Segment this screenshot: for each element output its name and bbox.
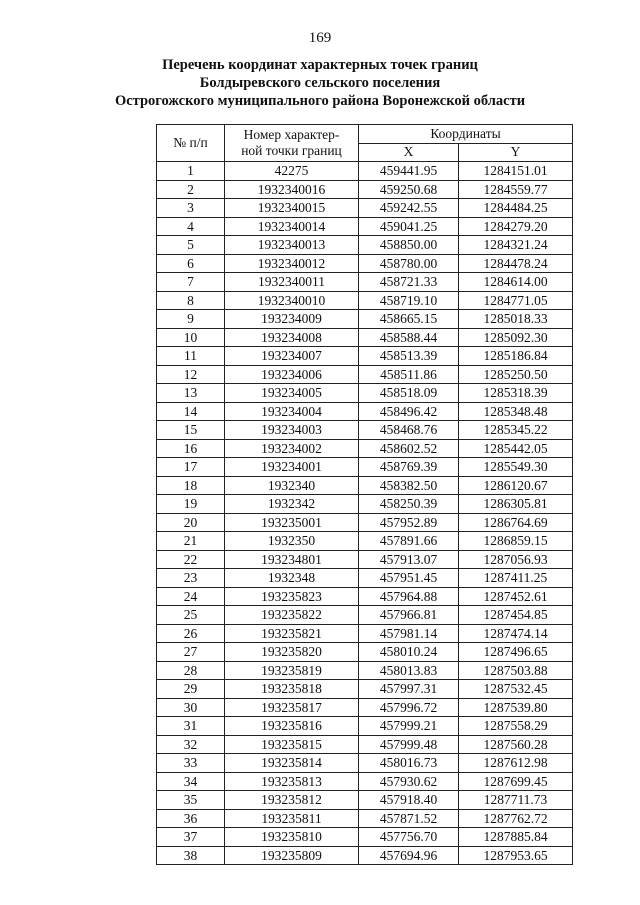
cell-point-id: 1932340011 — [225, 273, 359, 292]
cell-num: 30 — [157, 698, 225, 717]
cell-num: 20 — [157, 513, 225, 532]
cell-point-id: 42275 — [225, 162, 359, 181]
cell-y: 1287454.85 — [459, 606, 573, 625]
cell-y: 1284559.77 — [459, 180, 573, 199]
cell-x: 457918.40 — [359, 791, 459, 810]
cell-point-id: 193234005 — [225, 384, 359, 403]
document-title — [0, 56, 640, 110]
cell-y: 1287953.65 — [459, 846, 573, 865]
cell-num: 27 — [157, 643, 225, 662]
cell-x: 457930.62 — [359, 772, 459, 791]
cell-x: 457871.52 — [359, 809, 459, 828]
table-row — [157, 476, 573, 495]
table-row — [157, 273, 573, 292]
table-row — [157, 180, 573, 199]
cell-point-id: 193235811 — [225, 809, 359, 828]
cell-num: 36 — [157, 809, 225, 828]
cell-x: 459441.95 — [359, 162, 459, 181]
cell-x: 458518.09 — [359, 384, 459, 403]
cell-x: 458719.10 — [359, 291, 459, 310]
table-row — [157, 791, 573, 810]
cell-y: 1287612.98 — [459, 754, 573, 773]
table-row — [157, 495, 573, 514]
cell-num: 31 — [157, 717, 225, 736]
table-row — [157, 809, 573, 828]
cell-y: 1284279.20 — [459, 217, 573, 236]
cell-y: 1284484.25 — [459, 199, 573, 218]
title-line-3: Острогожского муниципального района Воронежской области — [114, 93, 526, 109]
table-row — [157, 643, 573, 662]
table-row — [157, 384, 573, 403]
cell-y: 1287885.84 — [459, 828, 573, 847]
table-row — [157, 421, 573, 440]
cell-point-id: 193234004 — [225, 402, 359, 421]
table-row — [157, 532, 573, 551]
cell-num: 6 — [157, 254, 225, 273]
table-row — [157, 698, 573, 717]
cell-y: 1287452.61 — [459, 587, 573, 606]
cell-y: 1287762.72 — [459, 809, 573, 828]
table-row — [157, 347, 573, 366]
cell-point-id: 193234007 — [225, 347, 359, 366]
cell-x: 458850.00 — [359, 236, 459, 255]
cell-x: 457951.45 — [359, 569, 459, 588]
cell-x: 459242.55 — [359, 199, 459, 218]
cell-y: 1285186.84 — [459, 347, 573, 366]
cell-y: 1287503.88 — [459, 661, 573, 680]
cell-point-id: 193235822 — [225, 606, 359, 625]
cell-num: 25 — [157, 606, 225, 625]
header-x: X — [359, 143, 459, 162]
cell-num: 4 — [157, 217, 225, 236]
cell-point-id: 1932340016 — [225, 180, 359, 199]
table-row — [157, 291, 573, 310]
cell-num: 1 — [157, 162, 225, 181]
cell-x: 457891.66 — [359, 532, 459, 551]
title-line-1: Перечень координат характерных точек границ — [162, 57, 478, 73]
cell-point-id: 1932350 — [225, 532, 359, 551]
table-row — [157, 162, 573, 181]
cell-y: 1285442.05 — [459, 439, 573, 458]
cell-x: 458588.44 — [359, 328, 459, 347]
cell-num: 2 — [157, 180, 225, 199]
header-point — [225, 125, 359, 162]
cell-y: 1286305.81 — [459, 495, 573, 514]
cell-num: 38 — [157, 846, 225, 865]
cell-x: 457756.70 — [359, 828, 459, 847]
cell-x: 458250.39 — [359, 495, 459, 514]
cell-y: 1284614.00 — [459, 273, 573, 292]
header-y: Y — [459, 143, 573, 162]
cell-num: 8 — [157, 291, 225, 310]
cell-point-id: 193234006 — [225, 365, 359, 384]
table-row — [157, 328, 573, 347]
cell-num: 14 — [157, 402, 225, 421]
cell-point-id: 193234001 — [225, 458, 359, 477]
cell-y: 1286120.67 — [459, 476, 573, 495]
table-row — [157, 365, 573, 384]
cell-y: 1285549.30 — [459, 458, 573, 477]
cell-num: 37 — [157, 828, 225, 847]
table-row — [157, 846, 573, 865]
cell-num: 22 — [157, 550, 225, 569]
cell-x: 457999.21 — [359, 717, 459, 736]
cell-point-id: 193234009 — [225, 310, 359, 329]
cell-y: 1285345.22 — [459, 421, 573, 440]
cell-x: 457996.72 — [359, 698, 459, 717]
cell-y: 1286859.15 — [459, 532, 573, 551]
cell-x: 458013.83 — [359, 661, 459, 680]
cell-y: 1284321.24 — [459, 236, 573, 255]
cell-point-id: 193235810 — [225, 828, 359, 847]
cell-num: 33 — [157, 754, 225, 773]
table-row — [157, 735, 573, 754]
cell-point-id: 193235812 — [225, 791, 359, 810]
cell-point-id: 193234003 — [225, 421, 359, 440]
cell-y: 1284151.01 — [459, 162, 573, 181]
cell-num: 18 — [157, 476, 225, 495]
cell-point-id: 193235809 — [225, 846, 359, 865]
cell-num: 13 — [157, 384, 225, 403]
table-row — [157, 199, 573, 218]
cell-point-id: 193235821 — [225, 624, 359, 643]
cell-num: 9 — [157, 310, 225, 329]
cell-num: 21 — [157, 532, 225, 551]
cell-x: 458468.76 — [359, 421, 459, 440]
cell-num: 23 — [157, 569, 225, 588]
cell-num: 11 — [157, 347, 225, 366]
table-row — [157, 680, 573, 699]
table-row — [157, 458, 573, 477]
cell-y: 1285018.33 — [459, 310, 573, 329]
cell-point-id: 193235814 — [225, 754, 359, 773]
cell-point-id: 1932340013 — [225, 236, 359, 255]
cell-point-id: 193235816 — [225, 717, 359, 736]
header-point-line2: ной точки границ — [241, 143, 342, 158]
table-row — [157, 236, 573, 255]
cell-x: 458010.24 — [359, 643, 459, 662]
cell-point-id: 193234008 — [225, 328, 359, 347]
cell-point-id: 1932340010 — [225, 291, 359, 310]
cell-point-id: 1932342 — [225, 495, 359, 514]
cell-y: 1287411.25 — [459, 569, 573, 588]
cell-num: 28 — [157, 661, 225, 680]
table-row — [157, 310, 573, 329]
table-header — [157, 125, 573, 162]
cell-point-id: 193235813 — [225, 772, 359, 791]
cell-x: 457913.07 — [359, 550, 459, 569]
cell-point-id: 193235820 — [225, 643, 359, 662]
cell-y: 1287539.80 — [459, 698, 573, 717]
cell-y: 1286764.69 — [459, 513, 573, 532]
cell-point-id: 193235818 — [225, 680, 359, 699]
table-row — [157, 828, 573, 847]
cell-y: 1287711.73 — [459, 791, 573, 810]
table-row — [157, 569, 573, 588]
cell-x: 458602.52 — [359, 439, 459, 458]
cell-x: 458511.86 — [359, 365, 459, 384]
cell-y: 1287560.28 — [459, 735, 573, 754]
cell-num: 5 — [157, 236, 225, 255]
cell-num: 29 — [157, 680, 225, 699]
page-number: 169 — [308, 30, 332, 46]
cell-x: 457981.14 — [359, 624, 459, 643]
cell-x: 457694.96 — [359, 846, 459, 865]
cell-x: 459041.25 — [359, 217, 459, 236]
table-body — [157, 162, 573, 865]
cell-y: 1287558.29 — [459, 717, 573, 736]
cell-num: 26 — [157, 624, 225, 643]
cell-point-id: 1932340012 — [225, 254, 359, 273]
cell-y: 1285348.48 — [459, 402, 573, 421]
cell-x: 457964.88 — [359, 587, 459, 606]
table-row — [157, 772, 573, 791]
cell-num: 32 — [157, 735, 225, 754]
cell-num: 19 — [157, 495, 225, 514]
cell-point-id: 1932340 — [225, 476, 359, 495]
cell-y: 1284478.24 — [459, 254, 573, 273]
cell-y: 1285250.50 — [459, 365, 573, 384]
cell-point-id: 1932340014 — [225, 217, 359, 236]
cell-point-id: 193235819 — [225, 661, 359, 680]
header-num: № п/п — [157, 125, 225, 162]
cell-x: 457966.81 — [359, 606, 459, 625]
table-row — [157, 439, 573, 458]
cell-y: 1285092.30 — [459, 328, 573, 347]
cell-num: 17 — [157, 458, 225, 477]
cell-y: 1287056.93 — [459, 550, 573, 569]
coordinates-table — [156, 124, 573, 865]
cell-point-id: 1932340015 — [225, 199, 359, 218]
cell-num: 7 — [157, 273, 225, 292]
cell-y: 1284771.05 — [459, 291, 573, 310]
cell-x: 458721.33 — [359, 273, 459, 292]
cell-x: 458016.73 — [359, 754, 459, 773]
cell-point-id: 1932348 — [225, 569, 359, 588]
cell-x: 458513.39 — [359, 347, 459, 366]
cell-y: 1287474.14 — [459, 624, 573, 643]
cell-x: 457952.89 — [359, 513, 459, 532]
cell-y: 1285318.39 — [459, 384, 573, 403]
cell-point-id: 193234002 — [225, 439, 359, 458]
cell-num: 12 — [157, 365, 225, 384]
cell-x: 458769.39 — [359, 458, 459, 477]
table-row — [157, 717, 573, 736]
title-line-2: Болдыревского сельского поселения — [199, 75, 441, 91]
cell-x: 457997.31 — [359, 680, 459, 699]
cell-point-id: 193235817 — [225, 698, 359, 717]
table-row — [157, 754, 573, 773]
cell-y: 1287699.45 — [459, 772, 573, 791]
table-row — [157, 402, 573, 421]
table-row — [157, 513, 573, 532]
cell-num: 35 — [157, 791, 225, 810]
cell-x: 458496.42 — [359, 402, 459, 421]
table-row — [157, 587, 573, 606]
cell-num: 10 — [157, 328, 225, 347]
cell-x: 457999.48 — [359, 735, 459, 754]
table-row — [157, 624, 573, 643]
table-row — [157, 606, 573, 625]
cell-num: 16 — [157, 439, 225, 458]
cell-y: 1287496.65 — [459, 643, 573, 662]
cell-y: 1287532.45 — [459, 680, 573, 699]
table-row — [157, 217, 573, 236]
cell-num: 3 — [157, 199, 225, 218]
cell-point-id: 193235823 — [225, 587, 359, 606]
cell-num: 34 — [157, 772, 225, 791]
cell-point-id: 193235001 — [225, 513, 359, 532]
cell-x: 458780.00 — [359, 254, 459, 273]
cell-point-id: 193235815 — [225, 735, 359, 754]
table-row — [157, 550, 573, 569]
cell-point-id: 193234801 — [225, 550, 359, 569]
cell-x: 459250.68 — [359, 180, 459, 199]
table-row — [157, 254, 573, 273]
cell-x: 458382.50 — [359, 476, 459, 495]
cell-x: 458665.15 — [359, 310, 459, 329]
header-coords: Координаты — [359, 125, 573, 144]
header-point-line1: Номер характер- — [243, 127, 340, 142]
cell-num: 15 — [157, 421, 225, 440]
cell-num: 24 — [157, 587, 225, 606]
table-row — [157, 661, 573, 680]
